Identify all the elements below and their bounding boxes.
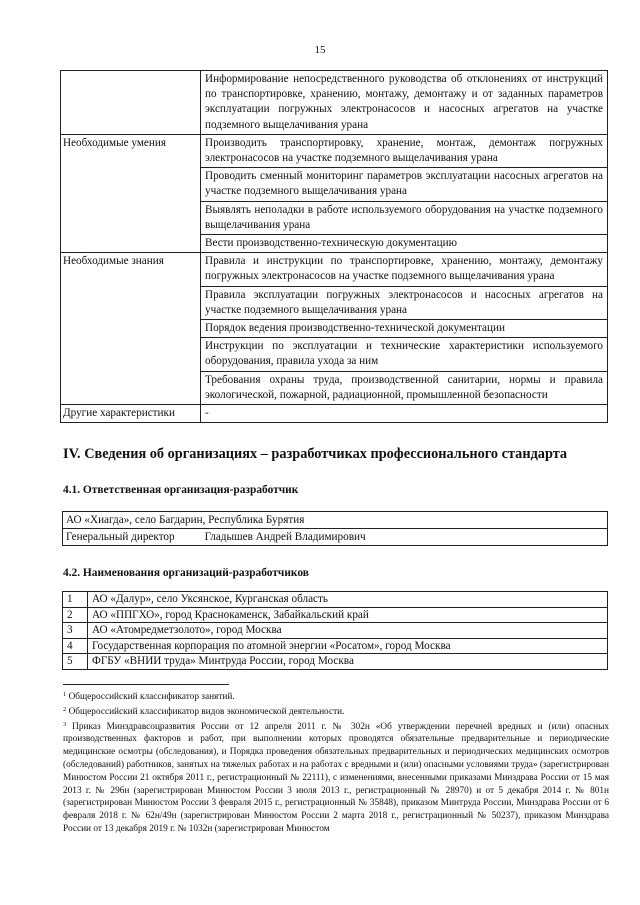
footnote bbox=[63, 704, 609, 719]
org-number: 4 bbox=[63, 638, 88, 654]
table-row bbox=[63, 607, 608, 623]
table-row bbox=[63, 529, 608, 546]
org-number: 5 bbox=[63, 654, 88, 670]
footnote bbox=[63, 689, 609, 704]
table-cell: Правила и инструкции по транспортировке, хранению, монтажу, демонтажу погружных электронасосов на участке подземного выщелачивания урана bbox=[201, 253, 608, 286]
table-cell: Информирование непосредственного руководства об отклонениях от инструкций по транспортировке, хранению, монтажу, демонтажу и от заданных параметров эксплуатации погружных электронасосов и насосных агрегатов на участке подземного выщелачивания урана bbox=[201, 71, 608, 135]
org-name: АО «Атомредметзолото», город Москва bbox=[88, 623, 608, 639]
table-row bbox=[63, 512, 608, 529]
director-position: Генеральный директор bbox=[66, 531, 175, 543]
footnote-text: Общероссийский классификатор видов экономической деятельности. bbox=[66, 706, 345, 717]
table-row bbox=[61, 405, 608, 423]
footnote-text: Приказ Минздравсоцразвития России от 12 апреля 2011 г. № 302н «Об утверждении перечней вредных и (или) опасных производственных факторов и работ, при выполнении которых проводятся обязательные предварительные и периодические медицинские осмотры (обследования), и Порядка проведения обязательных предварительных и периодических медицинских осмотров (обследований) работников, занятых на тяжелых работах и на работах с вредными и (или) опасными условиями труда» (зарегистрирован Минюстом России 21 октября 2011 г., регистрационный № 22111), с изменениями, внесенными приказами Минздрава России от 15 мая 2013 г. № 296н (зарегистрирован Минюстом России 3 июля 2013 г., регистрационный № 28970) и от 5 декабря 2014 г. № 801н (зарегистрирован Минюстом России 3 февраля 2015 г., регистрационный № 35848), приказом Минтруда России, Минздрава России от 6 февраля 2018 г. № 62н/49н (зарегистрирован Минюстом России 2 марта 2018 г., регистрационный № 50237), приказом Минздрава России от 13 декабря 2019 г. № 1032н (зарегистрирован Минюстом bbox=[63, 721, 609, 834]
table-row bbox=[61, 71, 608, 135]
org-name: АО «Далур», село Уксянское, Курганская область bbox=[88, 592, 608, 608]
org-name: АО «ППГХО», город Краснокаменск, Забайкальский край bbox=[88, 607, 608, 623]
director-name: Гладышев Андрей Владимирович bbox=[204, 531, 366, 543]
table-cell: Правила эксплуатации погружных электронасосов и насосных агрегатов на участке подземного выщелачивания урана bbox=[201, 286, 608, 319]
table-row bbox=[63, 654, 608, 670]
org-number: 1 bbox=[63, 592, 88, 608]
footnote-mark: 1 bbox=[63, 691, 67, 698]
footnotes bbox=[63, 689, 609, 836]
developer-orgs-table bbox=[62, 591, 608, 670]
footnote-text: Общероссийский классификатор занятий. bbox=[66, 692, 235, 702]
footnote-mark: 2 bbox=[63, 705, 67, 713]
org-name: ФГБУ «ВНИИ труда» Минтруда России, город Москва bbox=[88, 654, 608, 670]
responsible-org-heading: 4.1. Ответственная организация-разработчик bbox=[63, 484, 299, 496]
table-cell: Выявлять неполадки в работе используемого оборудования на участке подземного выщелачивания урана bbox=[201, 201, 608, 234]
requirements-table bbox=[60, 70, 608, 423]
row-label-knowledge: Необходимые знания bbox=[61, 253, 201, 405]
footnote bbox=[63, 719, 609, 836]
responsible-org-table bbox=[62, 511, 608, 546]
developer-orgs-heading: 4.2. Наименования организаций-разработчиков bbox=[63, 567, 309, 579]
row-label bbox=[61, 71, 201, 135]
table-cell: Инструкции по эксплуатации и технические характеристики используемого оборудования, правила ухода за ним bbox=[201, 338, 608, 371]
table-row bbox=[61, 253, 608, 286]
org-name: АО «Хиагда», село Багдарин, Республика Бурятия bbox=[63, 512, 608, 529]
table-row bbox=[63, 592, 608, 608]
table-cell: - bbox=[201, 405, 608, 423]
row-label-skills: Необходимые умения bbox=[61, 134, 201, 252]
section-title: IV. Сведения об организациях – разработчиках профессионального стандарта bbox=[63, 446, 568, 462]
table-cell: Требования охраны труда, производственной санитарии, нормы и правила экологической, пожарной, радиационной, промышленной безопасности bbox=[201, 371, 608, 404]
org-number: 3 bbox=[63, 623, 88, 639]
org-name: Государственная корпорация по атомной энергии «Росатом», город Москва bbox=[88, 638, 608, 654]
director-cell bbox=[63, 529, 608, 546]
table-cell: Производить транспортировку, хранение, монтаж, демонтаж погружных электронасосов на участке подземного выщелачивания урана bbox=[201, 134, 608, 167]
org-number: 2 bbox=[63, 607, 88, 623]
row-label-other: Другие характеристики bbox=[61, 405, 201, 423]
table-row bbox=[63, 638, 608, 654]
table-cell: Порядок ведения производственно-технической документации bbox=[201, 320, 608, 338]
table-row bbox=[63, 623, 608, 639]
table-cell: Проводить сменный мониторинг параметров эксплуатации насосных агрегатов на участке подземного выщелачивания урана bbox=[201, 168, 608, 201]
table-cell: Вести производственно-техническую документацию bbox=[201, 235, 608, 253]
page-number: 15 bbox=[314, 44, 326, 56]
table-row bbox=[61, 134, 608, 167]
footnote-mark: 3 bbox=[63, 720, 67, 728]
footnote-divider bbox=[63, 684, 229, 685]
